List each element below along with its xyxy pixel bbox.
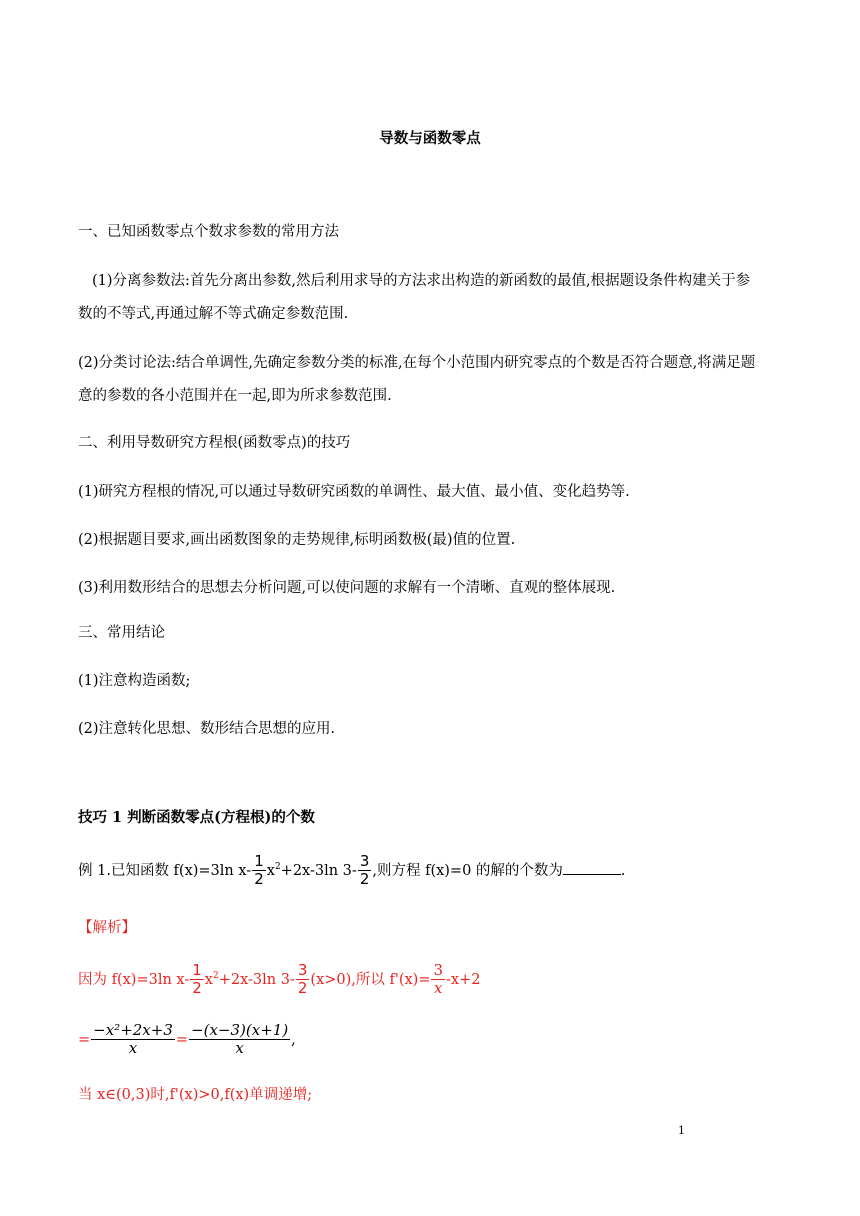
analysis-l1-frac2-den: 2 bbox=[297, 979, 308, 998]
analysis-l2-comma: , bbox=[291, 1031, 296, 1048]
section3-p2: (2)注意转化思想、数形结合思想的应用. bbox=[78, 721, 336, 737]
section2-p3: (3)利用数形结合的思想去分析问题,可以使问题的求解有一个清晰、直观的整体展现. bbox=[78, 580, 616, 596]
analysis-l1-frac3-den: x bbox=[434, 979, 443, 998]
analysis-l2-eq2: = bbox=[175, 1031, 189, 1048]
example-sup1: 2 bbox=[274, 861, 281, 872]
analysis-l1-frac1-den: 2 bbox=[192, 979, 202, 998]
analysis-l2-frac1-num: −x²+2x+3 bbox=[93, 1021, 173, 1039]
analysis-l1-frac2-num: 3 bbox=[297, 961, 308, 979]
example-frac2-den: 2 bbox=[359, 870, 370, 889]
page-number: 1 bbox=[678, 1124, 685, 1137]
analysis-l1-fraction-3 bbox=[431, 962, 445, 998]
example-frac2-num: 3 bbox=[359, 852, 370, 870]
analysis-l1-frac3-num: 3 bbox=[433, 961, 444, 979]
analysis-l2-frac2-num: −(x−3)(x+1) bbox=[191, 1021, 289, 1039]
example-end: . bbox=[620, 862, 626, 879]
analysis-l1-prefix: 因为 f(x)=3ln x- bbox=[78, 971, 190, 988]
example-mid1: x bbox=[266, 862, 275, 879]
example-frac1-den: 2 bbox=[254, 870, 264, 889]
section3-heading: 三、常用结论 bbox=[78, 625, 165, 641]
analysis-l2-frac1-den: x bbox=[128, 1039, 138, 1058]
section1-p1-line2: 数的不等式,再通过解不等式确定参数范围. bbox=[78, 306, 349, 322]
analysis-l2-fraction-2 bbox=[189, 1022, 290, 1058]
analysis-label: 【解析】 bbox=[78, 920, 136, 936]
section2-p1: (1)研究方程根的情况,可以通过导数研究函数的单调性、最大值、最小值、变化趋势等. bbox=[78, 484, 630, 500]
technique-heading: 技巧 1 判断函数零点(方程根)的个数 bbox=[78, 809, 315, 826]
example-fraction-2 bbox=[358, 853, 372, 889]
analysis-l2-frac2-den: x bbox=[235, 1039, 244, 1058]
analysis-line-2 bbox=[78, 1022, 296, 1058]
analysis-l2-fraction-1 bbox=[91, 1022, 175, 1058]
analysis-l1-frac1-num: 1 bbox=[192, 961, 202, 979]
example-suffix: ,则方程 f(x)=0 的解的个数为 bbox=[372, 862, 563, 879]
section1-p2-line1: (2)分类讨论法:结合单调性,先确定参数分类的标准,在每个小范围内研究零点的个数是否符合题意,将满足题 bbox=[78, 355, 756, 371]
section3-p1: (1)注意构造函数; bbox=[78, 673, 191, 689]
example-fraction-1 bbox=[252, 853, 266, 889]
section1-heading: 一、已知函数零点个数求参数的常用方法 bbox=[78, 224, 339, 240]
analysis-l1-fraction-1 bbox=[190, 962, 204, 998]
analysis-line-3: 当 x∈(0,3)时,f'(x)>0,f(x)单调递增; bbox=[78, 1087, 313, 1103]
answer-blank bbox=[563, 873, 621, 875]
analysis-l1-mid1: x bbox=[204, 971, 213, 988]
example-frac1-num: 1 bbox=[254, 852, 264, 870]
example-problem bbox=[78, 853, 626, 889]
analysis-l1-suffix: -x+2 bbox=[446, 971, 481, 988]
analysis-line-1 bbox=[78, 962, 480, 998]
example-mid2: +2x-3ln 3- bbox=[280, 862, 357, 879]
section1-p1-line1: (1)分离参数法:首先分离出参数,然后利用求导的方法求出构造的新函数的最值,根据题设条件构建关于参 bbox=[92, 273, 751, 289]
section1-p2-line2: 意的参数的各小范围并在一起,即为所求参数范围. bbox=[78, 388, 392, 404]
section2-p2: (2)根据题目要求,画出函数图象的走势规律,标明函数极(最)值的位置. bbox=[78, 532, 516, 548]
section2-heading: 二、利用导数研究方程根(函数零点)的技巧 bbox=[78, 435, 351, 451]
analysis-l1-fraction-2 bbox=[296, 962, 310, 998]
example-prefix: 例 1.已知函数 f(x)=3ln x- bbox=[78, 862, 252, 879]
analysis-l1-mid2: +2x-3ln 3- bbox=[218, 971, 295, 988]
analysis-l1-mid3: (x>0),所以 f'(x)= bbox=[310, 971, 431, 988]
document-title: 导数与函数零点 bbox=[379, 130, 481, 147]
analysis-l1-sup: 2 bbox=[212, 970, 219, 981]
analysis-l2-eq1: = bbox=[78, 1031, 91, 1048]
